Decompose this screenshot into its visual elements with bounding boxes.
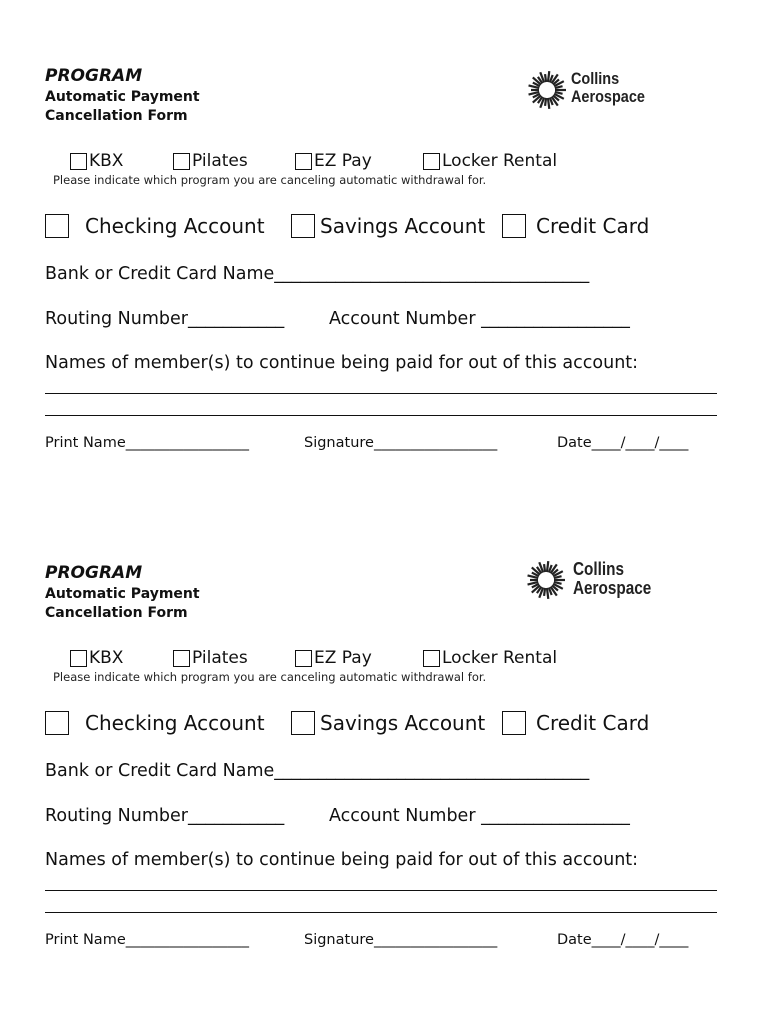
account-number-field[interactable]: Account Number _________________: [329, 309, 630, 329]
ez-pay-checkbox[interactable]: [295, 650, 312, 667]
program-label: Locker Rental: [442, 648, 558, 668]
signature-field[interactable]: Signature_________________: [304, 932, 498, 948]
account-type-label: Credit Card: [536, 214, 650, 238]
program-label: Pilates: [192, 648, 248, 668]
collins-aerospace-logo: [527, 70, 667, 112]
account-type-label: Credit Card: [536, 711, 650, 735]
logo-line1: Collins: [571, 69, 620, 88]
program-label: KBX: [89, 151, 124, 171]
logo-line1: Collins: [573, 559, 625, 579]
program-option-pilates[interactable]: [173, 150, 248, 172]
program-options: [0, 150, 770, 172]
logo-text: [571, 70, 645, 106]
print-name-field[interactable]: Print Name_________________: [45, 932, 249, 948]
date-field[interactable]: Date____/____/____: [557, 435, 689, 451]
form-subtitle-line2: Cancellation Form: [45, 108, 188, 124]
program-label: EZ Pay: [314, 648, 372, 668]
program-options: [0, 647, 770, 669]
account-type-label: Checking Account: [85, 214, 265, 238]
bank-name-field[interactable]: Bank or Credit Card Name____________________________________: [45, 264, 590, 284]
savings-account-checkbox[interactable]: [291, 711, 315, 735]
credit-card-checkbox[interactable]: [502, 711, 526, 735]
members-label: Names of member(s) to continue being paid for out of this account:: [45, 850, 639, 870]
members-label: Names of member(s) to continue being paid for out of this account:: [45, 353, 639, 373]
routing-number-field[interactable]: Routing Number___________: [45, 309, 285, 329]
account-option-savings[interactable]: [291, 212, 485, 240]
date-field[interactable]: Date____/____/____: [557, 932, 689, 948]
savings-account-checkbox[interactable]: [291, 214, 315, 238]
collins-aerospace-logo: [526, 560, 666, 602]
program-option-pilates[interactable]: [173, 647, 248, 669]
locker-rental-checkbox[interactable]: [423, 650, 440, 667]
form-subtitle-line2: Cancellation Form: [45, 605, 188, 621]
account-option-checking[interactable]: [45, 709, 265, 737]
program-instruction: Please indicate which program you are canceling automatic withdrawal for.: [53, 670, 487, 684]
cancellation-form-2: [0, 559, 770, 1023]
checking-account-checkbox[interactable]: [45, 214, 69, 238]
kbx-checkbox[interactable]: [70, 650, 87, 667]
collins-sunburst-icon: [526, 560, 566, 600]
kbx-checkbox[interactable]: [70, 153, 87, 170]
program-option-kbx[interactable]: [70, 150, 123, 172]
account-option-credit-card[interactable]: [502, 212, 649, 240]
checking-account-checkbox[interactable]: [45, 711, 69, 735]
account-option-savings[interactable]: [291, 709, 485, 737]
locker-rental-checkbox[interactable]: [423, 153, 440, 170]
program-label: Locker Rental: [442, 151, 558, 171]
pilates-checkbox[interactable]: [173, 650, 190, 667]
account-type-label: Savings Account: [320, 214, 486, 238]
ez-pay-checkbox[interactable]: [295, 153, 312, 170]
pilates-checkbox[interactable]: [173, 153, 190, 170]
form-title: PROGRAM: [45, 563, 143, 583]
logo-line2: Aerospace: [573, 578, 652, 598]
account-option-checking[interactable]: [45, 212, 265, 240]
program-label: KBX: [89, 648, 124, 668]
logo-line2: Aerospace: [571, 87, 645, 106]
form-title: PROGRAM: [45, 66, 143, 86]
members-line-1[interactable]: [45, 393, 717, 394]
account-type-label: Savings Account: [320, 711, 486, 735]
program-option-kbx[interactable]: [70, 647, 123, 669]
program-label: EZ Pay: [314, 151, 372, 171]
program-option-locker-rental[interactable]: [423, 150, 557, 172]
members-line-2[interactable]: [45, 415, 717, 416]
account-type-label: Checking Account: [85, 711, 265, 735]
credit-card-checkbox[interactable]: [502, 214, 526, 238]
program-option-ez-pay[interactable]: [295, 647, 372, 669]
program-label: Pilates: [192, 151, 248, 171]
print-name-field[interactable]: Print Name_________________: [45, 435, 249, 451]
program-option-locker-rental[interactable]: [423, 647, 557, 669]
program-instruction: Please indicate which program you are canceling automatic withdrawal for.: [53, 173, 487, 187]
cancellation-form-1: [0, 66, 770, 526]
logo-text: [573, 560, 651, 598]
members-line-1[interactable]: [45, 890, 717, 891]
form-subtitle-line1: Automatic Payment: [45, 586, 200, 602]
account-number-field[interactable]: Account Number _________________: [329, 806, 630, 826]
program-option-ez-pay[interactable]: [295, 150, 372, 172]
account-option-credit-card[interactable]: [502, 709, 649, 737]
members-line-2[interactable]: [45, 912, 717, 913]
routing-number-field[interactable]: Routing Number___________: [45, 806, 285, 826]
signature-field[interactable]: Signature_________________: [304, 435, 498, 451]
collins-sunburst-icon: [527, 70, 567, 110]
bank-name-field[interactable]: Bank or Credit Card Name____________________________________: [45, 761, 590, 781]
form-subtitle-line1: Automatic Payment: [45, 89, 200, 105]
